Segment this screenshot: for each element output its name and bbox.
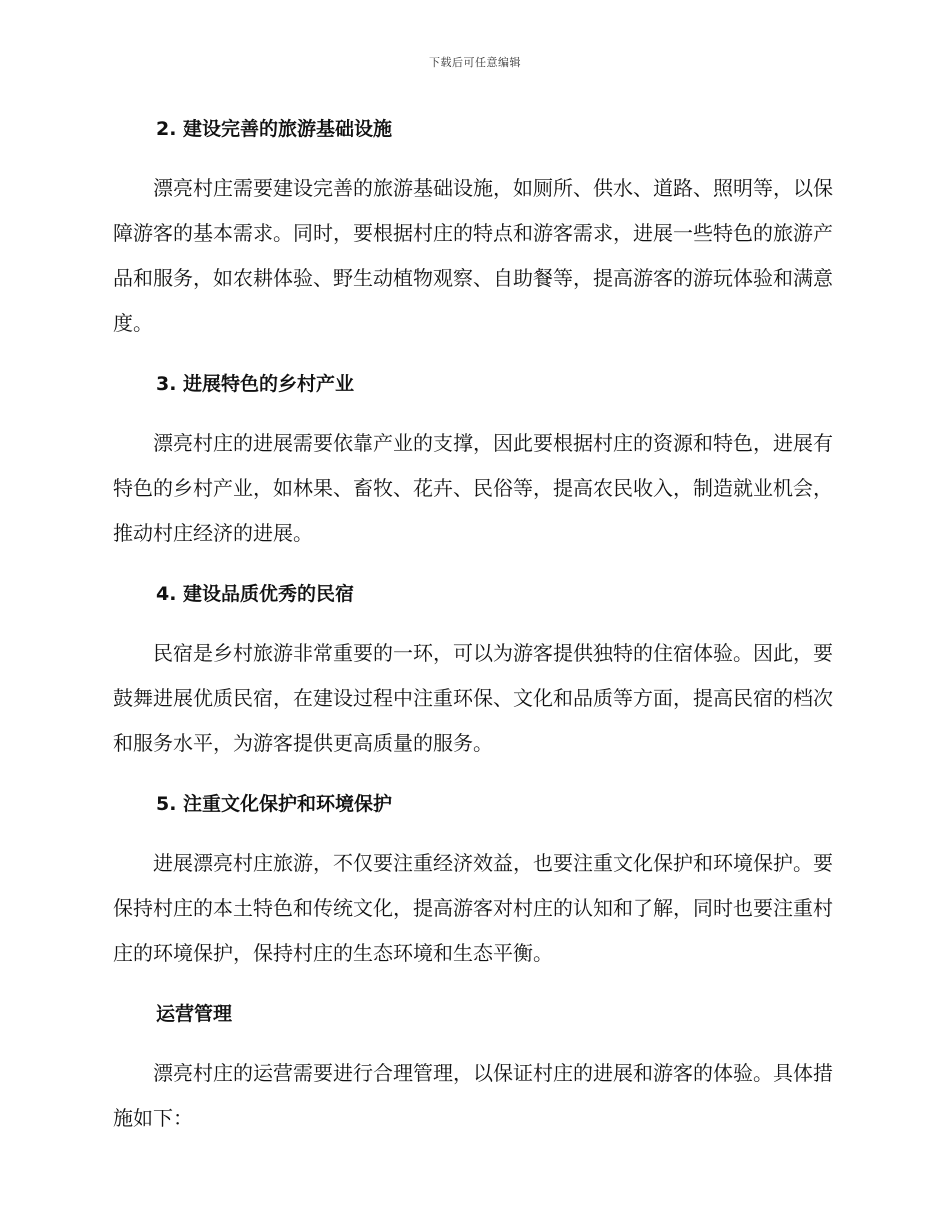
section-infrastructure: [113, 110, 833, 365]
page-header: 下载后可任意编辑: [429, 56, 521, 69]
section-paragraph: 漂亮村庄的运营需要进行合理管理，以保证村庄的进展和游客的体验。具体措施如下：: [113, 1061, 833, 1130]
section-paragraph: 漂亮村庄的进展需要依靠产业的支撑，因此要根据村庄的资源和特色，进展有特色的乡村产业，如林果、畜牧、花卉、民俗等，提高农民收入，制造就业机会，推动村庄经济的进展。: [113, 431, 833, 545]
section-protection: [113, 785, 833, 995]
document-body: [113, 110, 833, 1141]
section-operations: [113, 995, 833, 1141]
section-industry: [113, 365, 833, 575]
section-paragraph: 漂亮村庄需要建设完善的旅游基础设施，如厕所、供水、道路、照明等，以保障游客的基本需求。同时，要根据村庄的特点和游客需求，进展一些特色的旅游产品和服务，如农耕体验、野生动植物观察、自助餐等，提高游客的游玩体验和满意度。: [113, 176, 833, 335]
section-paragraph: 进展漂亮村庄旅游，不仅要注重经济效益，也要注重文化保护和环境保护。要保持村庄的本土特色和传统文化，提高游客对村庄的认知和了解，同时也要注重村庄的环境保护，保持村庄的生态环境和生态平衡。: [113, 851, 833, 965]
section-heading: 4. 建设品质优秀的民宿: [156, 583, 355, 605]
section-heading: 3. 进展特色的乡村产业: [156, 373, 355, 395]
section-homestay: [113, 575, 833, 785]
section-paragraph: 民宿是乡村旅游非常重要的一环，可以为游客提供独特的住宿体验。因此，要鼓舞进展优质民宿，在建设过程中注重环保、文化和品质等方面，提高民宿的档次和服务水平，为游客提供更高质量的服务。: [113, 641, 833, 755]
section-heading: 2. 建设完善的旅游基础设施: [156, 118, 393, 140]
section-heading: 5. 注重文化保护和环境保护: [156, 793, 393, 815]
section-heading: 运营管理: [156, 1003, 233, 1025]
